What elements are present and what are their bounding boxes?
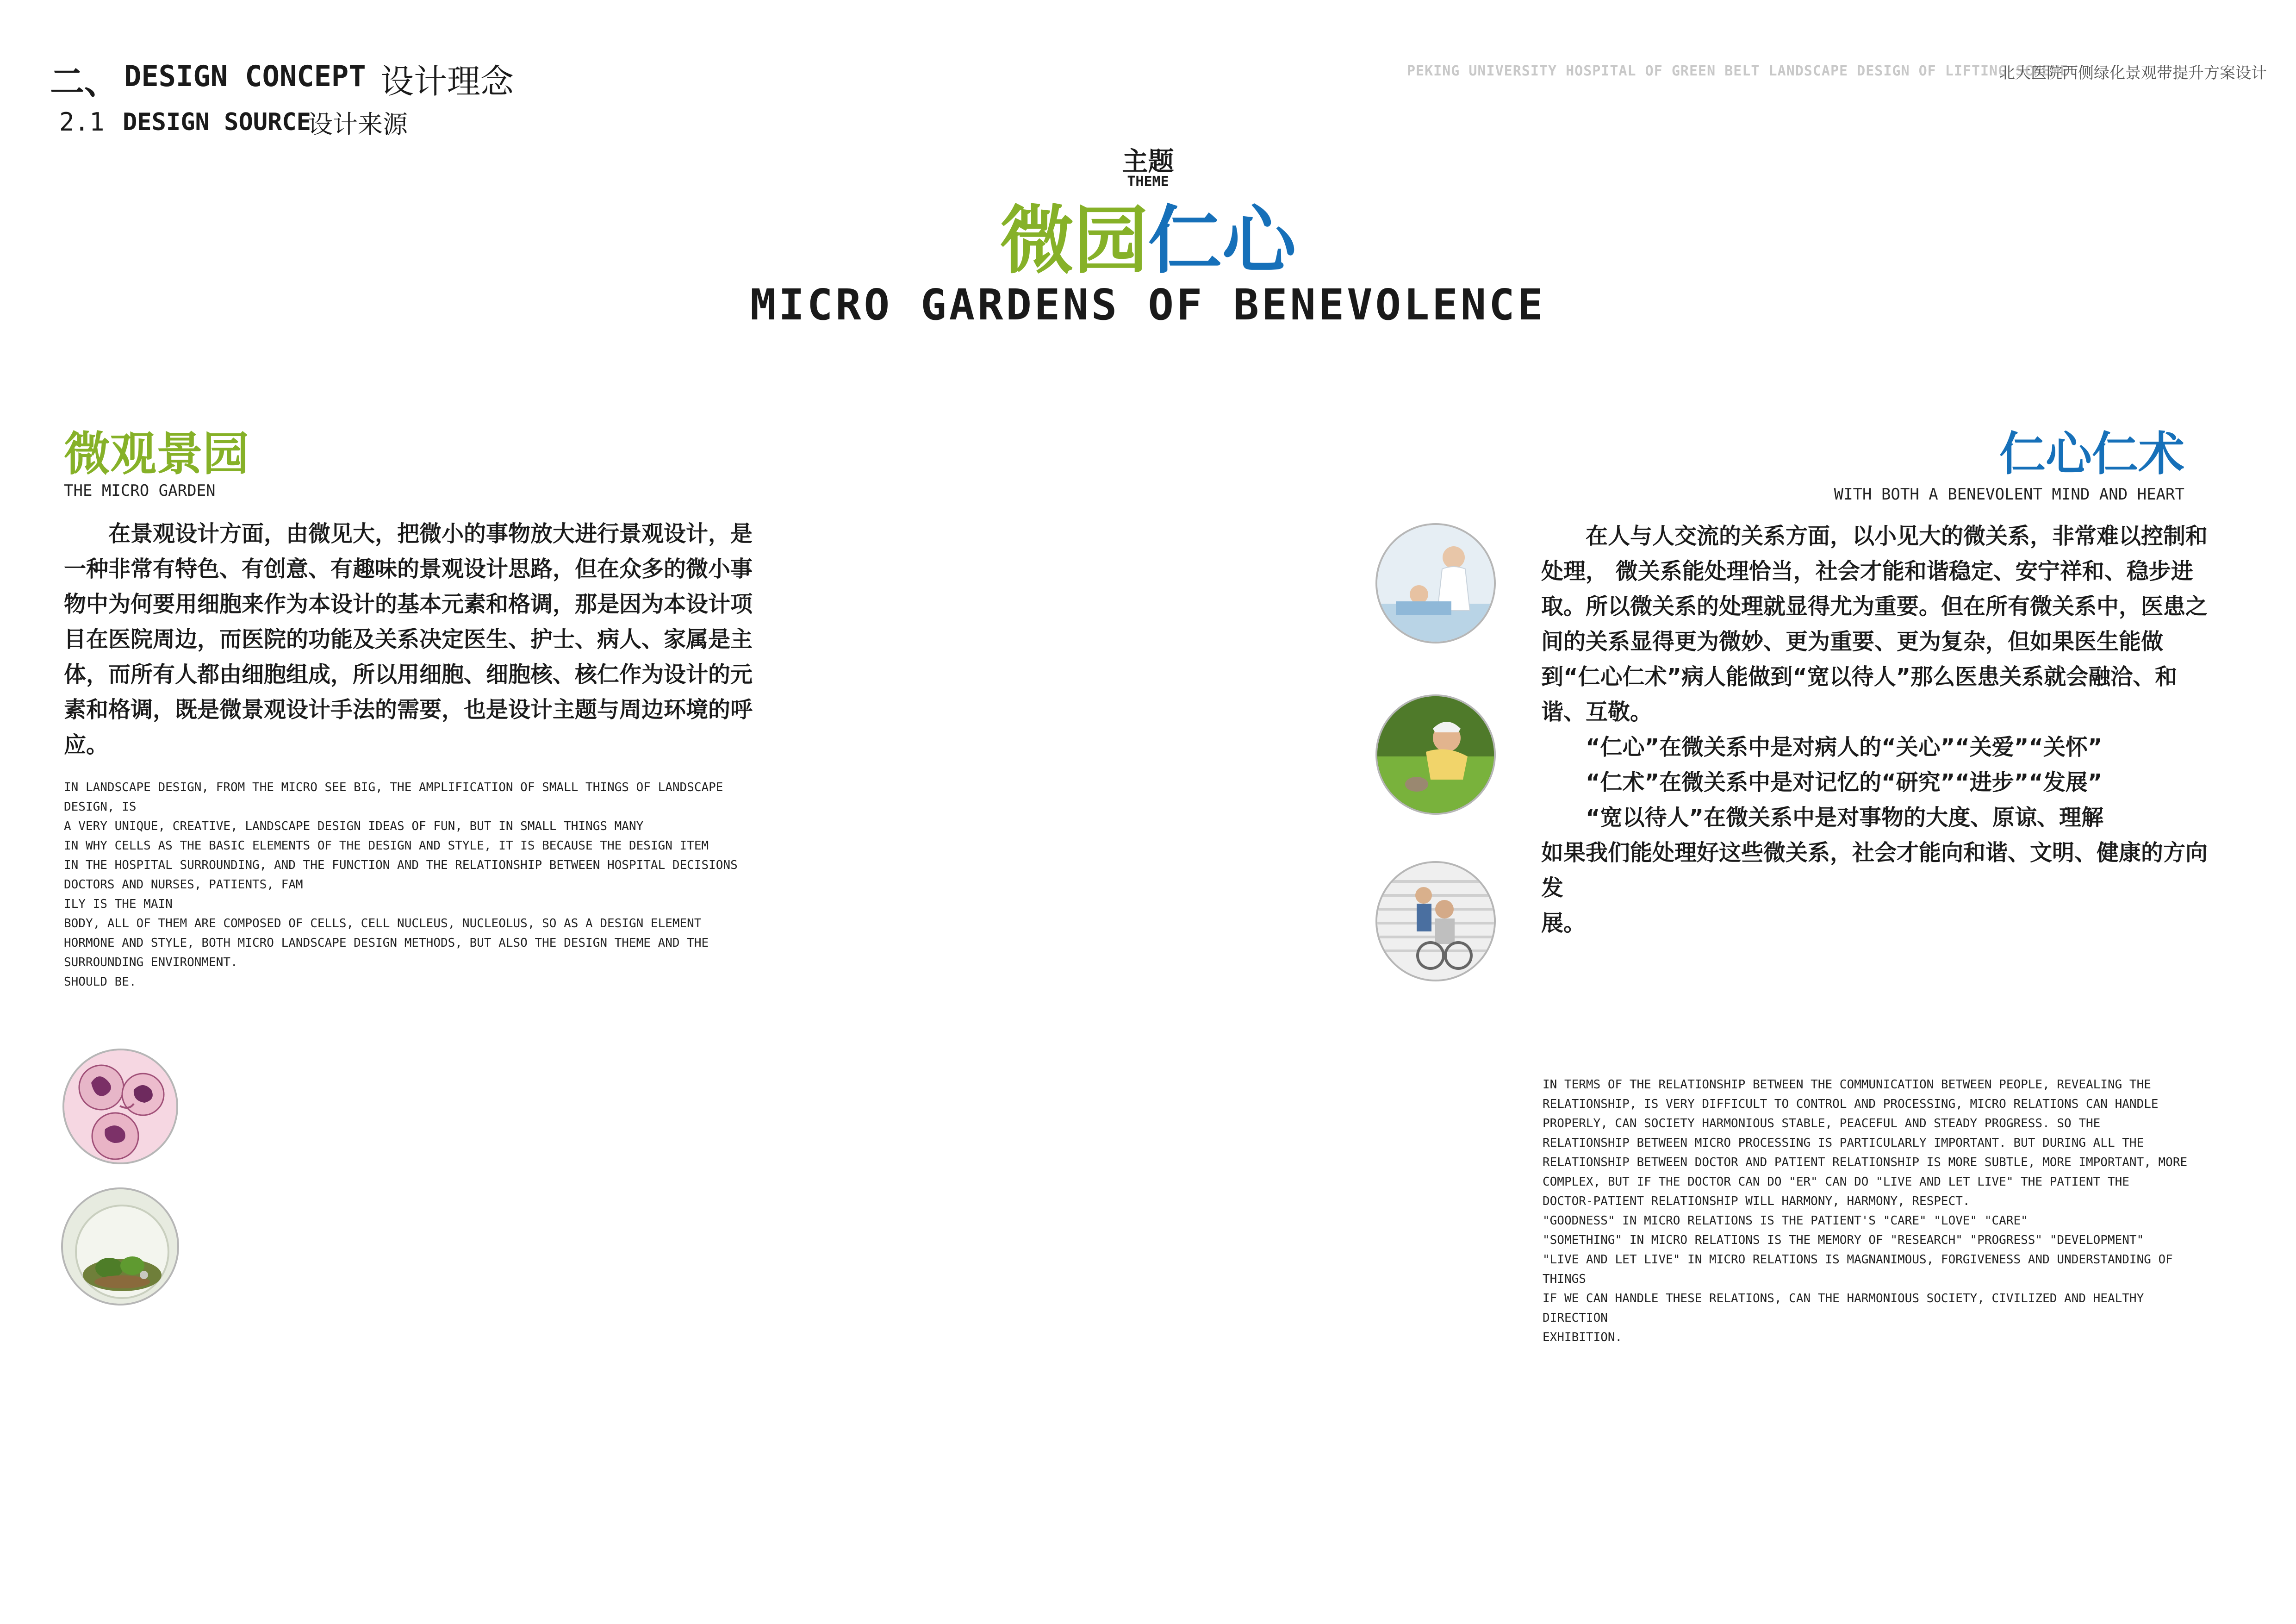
right-heading-zh: 仁心仁术 bbox=[1999, 427, 2184, 481]
english-line: "LIVE AND LET LIVE" IN MICRO RELATIONS IS MAGNANIMOUS, FORGIVENESS AND UNDERSTANDING OF bbox=[1543, 1253, 2173, 1267]
left-heading-zh: 微观景园 bbox=[64, 427, 249, 481]
terrarium-image bbox=[61, 1187, 179, 1305]
right-para-5a: 如果我们能处理好这些微关系，社会才能向和谐、文明、健康的方向发 bbox=[1541, 840, 2208, 901]
english-line: IN LANDSCAPE DESIGN, FROM THE MICRO SEE BIG, THE AMPLIFICATION OF SMALL THINGS OF LANDSCAPE bbox=[64, 781, 723, 794]
english-line: DOCTORS AND NURSES, PATIENTS, FAM bbox=[64, 878, 303, 892]
english-line: RELATIONSHIP BETWEEN DOCTOR AND PATIENT RELATIONSHIP IS MORE SUBTLE, MORE IMPORTANT, MORE bbox=[1543, 1156, 2188, 1169]
english-line: "SOMETHING" IN MICRO RELATIONS IS THE MEMORY OF "RESEARCH" "PROGRESS" "DEVELOPMENT" bbox=[1543, 1233, 2144, 1247]
section-title-en: DESIGN CONCEPT bbox=[124, 59, 366, 93]
right-english-text bbox=[1543, 1075, 2237, 1347]
right-para-2: “仁心”在微关系中是对病人的“关心”“关爱”“关怀” bbox=[1586, 734, 2103, 760]
english-line: DIRECTION bbox=[1543, 1311, 1608, 1325]
right-para-4: “宽以待人”在微关系中是对事物的大度、原谅、理解 bbox=[1586, 805, 2104, 831]
subsection-number: 2.1 bbox=[59, 107, 105, 137]
project-title-en: PEKING UNIVERSITY HOSPITAL OF GREEN BELT LANDSCAPE DESIGN OF LIFTING SCHEME bbox=[1407, 63, 2069, 79]
left-paragraph-zh: 在景观设计方面，由微见大，把微小的事物放大进行景观设计，是一种非常有特色、有创意、有趣味的景观设计思路，但在众多的微小事物中为何要用细胞来作为本设计的基本元素和格调，那是因为本设计项目在医院周边，而医院的功能及关系决定医生、护士、病人、家属是主体，而所有人都由细胞组成，所以用细胞、细胞核、核仁作为设计的元素和格调，既是微景观设计手法的需要，也是设计主题与周边环境的呼应。 bbox=[64, 521, 753, 758]
right-para-5b: 展。 bbox=[1541, 910, 1586, 936]
english-line: DOCTOR-PATIENT RELATIONSHIP WILL HARMONY, HARMONY, RESPECT. bbox=[1543, 1194, 1970, 1208]
theme-title-en: MICRO GARDENS OF BENEVOLENCE bbox=[750, 280, 1546, 330]
english-line: SHOULD BE. bbox=[64, 975, 137, 989]
english-line: COMPLEX, BUT IF THE DOCTOR CAN DO "ER" CAN DO "LIVE AND LET LIVE" THE PATIENT THE bbox=[1543, 1175, 2129, 1189]
english-line: PROPERLY, CAN SOCIETY HARMONIOUS STABLE, PEACEFUL AND STEADY PROGRESS. SO THE bbox=[1543, 1117, 2101, 1131]
section-title-zh: 设计理念 bbox=[380, 62, 514, 101]
theme-title-zh bbox=[0, 194, 2296, 287]
english-line: RELATIONSHIP BETWEEN MICRO PROCESSING IS PARTICULARLY IMPORTANT. BUT DURING ALL THE bbox=[1543, 1136, 2144, 1150]
english-line: IN TERMS OF THE RELATIONSHIP BETWEEN THE COMMUNICATION BETWEEN PEOPLE, REVEALING THE bbox=[1543, 1078, 2151, 1092]
english-line: SURROUNDING ENVIRONMENT. bbox=[64, 956, 238, 969]
english-line: ILY IS THE MAIN bbox=[64, 897, 173, 911]
english-line: IF WE CAN HANDLE THESE RELATIONS, CAN THE HARMONIOUS SOCIETY, CIVILIZED AND HEALTHY bbox=[1543, 1292, 2144, 1305]
section-number: 二、 bbox=[50, 62, 118, 102]
project-title-zh: 北大医院西侧绿化景观带提升方案设计 bbox=[1999, 64, 2267, 82]
english-line: THINGS bbox=[1543, 1272, 1586, 1286]
english-line: BODY, ALL OF THEM ARE COMPOSED OF CELLS, CELL NUCLEUS, NUCLEOLUS, SO AS A DESIGN ELEMENT bbox=[64, 917, 702, 931]
right-paragraph-zh bbox=[1541, 518, 2212, 941]
left-english-text bbox=[64, 778, 767, 992]
subsection-title-en: DESIGN SOURCE bbox=[123, 108, 311, 136]
english-line: EXHIBITION. bbox=[1543, 1330, 1623, 1344]
left-heading-en: THE MICRO GARDEN bbox=[64, 481, 216, 500]
right-para-3: “仁术”在微关系中是对记忆的“研究”“进步”“发展” bbox=[1586, 769, 2103, 795]
subsection-title-zh: 设计来源 bbox=[308, 110, 408, 139]
english-line: DESIGN, IS bbox=[64, 800, 137, 814]
english-line: IN WHY CELLS AS THE BASIC ELEMENTS OF THE DESIGN AND STYLE, IT IS BECAUSE THE DESIGN ITEM bbox=[64, 839, 709, 853]
child-cat-image bbox=[1375, 694, 1496, 815]
english-line: HORMONE AND STYLE, BOTH MICRO LANDSCAPE DESIGN METHODS, BUT ALSO THE DESIGN THEME AND THE bbox=[64, 936, 709, 950]
english-line: RELATIONSHIP, IS VERY DIFFICULT TO CONTROL AND PROCESSING, MICRO RELATIONS CAN HANDLE bbox=[1543, 1097, 2159, 1111]
theme-label-en: THEME bbox=[1127, 174, 1169, 190]
right-heading-en: WITH BOTH A BENEVOLENT MIND AND HEART bbox=[1834, 485, 2184, 504]
theme-title-zh-blue: 仁心 bbox=[1148, 197, 1296, 284]
right-para-1: 在人与人交流的关系方面，以小见大的微关系，非常难以控制和处理， 微关系能处理恰当，社会才能和谐稳定、安宁祥和、稳步进取。所以微关系的处理就显得尤为重要。但在所有微关系中，医患之间的关系显得更为微妙、更为重要、更为复杂，但如果医生能做到“仁心仁术”病人能做到“宽以待人”那么医患关系就会融洽、和谐、互敬。 bbox=[1541, 523, 2208, 725]
theme-label-zh: 主题 bbox=[1122, 147, 1174, 177]
english-line: "GOODNESS" IN MICRO RELATIONS IS THE PATIENT'S "CARE" "LOVE" "CARE" bbox=[1543, 1214, 2028, 1228]
cells-image bbox=[62, 1049, 178, 1164]
wheelchair-image bbox=[1375, 861, 1496, 981]
theme-title-zh-green: 微园 bbox=[1000, 197, 1148, 284]
doctor-patient-image bbox=[1375, 523, 1496, 643]
english-line: IN THE HOSPITAL SURROUNDING, AND THE FUNCTION AND THE RELATIONSHIP BETWEEN HOSPITAL DECISIONS bbox=[64, 858, 738, 872]
english-line: A VERY UNIQUE, CREATIVE, LANDSCAPE DESIGN IDEAS OF FUN, BUT IN SMALL THINGS MANY bbox=[64, 819, 644, 833]
